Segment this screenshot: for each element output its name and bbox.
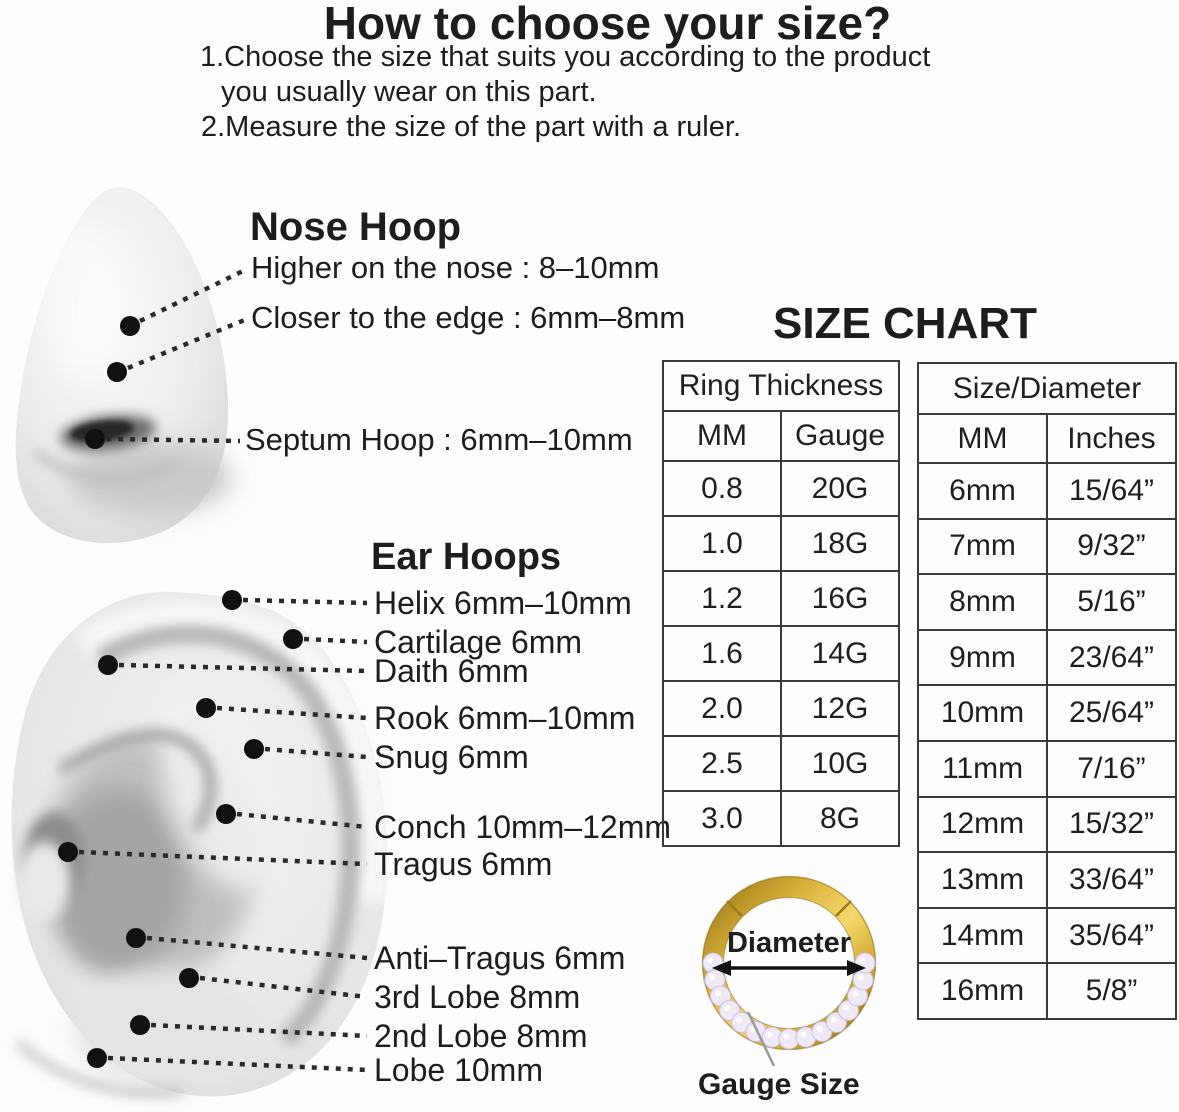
col-header-mm: MM (663, 411, 781, 461)
table-row (663, 681, 899, 736)
cell-mm: 9mm (918, 630, 1047, 686)
cell-mm: 2.5 (663, 736, 781, 791)
lobe3-dot (179, 968, 199, 988)
ear-label-conch: Conch 10mm–12mm (374, 809, 671, 845)
page-title: How to choose your size? (323, 0, 892, 49)
cell-inches: 35/64” (1047, 908, 1176, 964)
size-diameter-title: Size/Diameter (918, 363, 1176, 414)
instruction-line-2: you usually wear on this part. (221, 76, 597, 108)
cell-gauge: 10G (781, 736, 899, 791)
table-row (918, 630, 1176, 686)
nose-label-septum: Septum Hoop : 6mm–10mm (245, 422, 633, 457)
cell-mm: 0.8 (663, 461, 781, 516)
cell-gauge: 14G (781, 626, 899, 681)
ear-label-daith: Daith 6mm (374, 653, 529, 689)
cell-inches: 5/16” (1047, 574, 1176, 630)
cell-mm: 13mm (918, 852, 1047, 908)
anti-tragus-dot (126, 928, 146, 948)
table-row (918, 463, 1176, 519)
table-row (663, 516, 899, 571)
cell-mm: 11mm (918, 741, 1047, 797)
helix-dot (222, 590, 242, 610)
table-row (918, 963, 1176, 1019)
ear-label-helix: Helix 6mm–10mm (374, 585, 632, 621)
cell-inches: 33/64” (1047, 852, 1176, 908)
col-header-inches: Inches (1047, 414, 1176, 463)
table-row (663, 626, 899, 681)
cell-gauge: 8G (781, 791, 899, 846)
daith-dot (98, 655, 118, 675)
cell-mm: 8mm (918, 574, 1047, 630)
septum-dot (85, 429, 105, 449)
cell-mm: 1.2 (663, 571, 781, 626)
instruction-line-3: 2.Measure the size of the part with a ruler. (201, 111, 741, 143)
cartilage-dot (283, 629, 303, 649)
ear-label-anti-tragus: Anti–Tragus 6mm (374, 940, 626, 976)
lobe2-dot (130, 1015, 150, 1035)
nose-label-higher: Higher on the nose : 8–10mm (251, 250, 660, 285)
cell-mm: 7mm (918, 519, 1047, 575)
nose-high-dot (120, 316, 140, 336)
cell-inches: 23/64” (1047, 630, 1176, 686)
table-row (918, 741, 1176, 797)
cell-inches: 25/64” (1047, 685, 1176, 741)
cell-inches: 7/16” (1047, 741, 1176, 797)
cell-mm: 10mm (918, 685, 1047, 741)
table-row (918, 519, 1176, 575)
cell-mm: 12mm (918, 797, 1047, 853)
table-row (918, 908, 1176, 964)
cell-gauge: 12G (781, 681, 899, 736)
ear-label-3rd-lobe: 3rd Lobe 8mm (374, 979, 581, 1015)
table-row (663, 791, 899, 846)
cell-inches: 9/32” (1047, 519, 1176, 575)
ear-label-2nd-lobe: 2nd Lobe 8mm (374, 1018, 588, 1054)
ear-label-snug: Snug 6mm (374, 739, 529, 775)
table-row (918, 685, 1176, 741)
ring-figure (703, 877, 876, 1067)
table-row (918, 797, 1176, 853)
table-row (663, 461, 899, 516)
cell-mm: 2.0 (663, 681, 781, 736)
cell-inches: 15/64” (1047, 463, 1176, 519)
ear-label-lobe: Lobe 10mm (374, 1052, 543, 1088)
table-row (663, 736, 899, 791)
ear-label-rook: Rook 6mm–10mm (374, 700, 636, 736)
table-row (918, 574, 1176, 630)
cell-mm: 14mm (918, 908, 1047, 964)
cell-mm: 3.0 (663, 791, 781, 846)
nose-edge-dot (107, 362, 127, 382)
cell-gauge: 18G (781, 516, 899, 571)
col-header-gauge: Gauge (781, 411, 899, 461)
lobe-dot (87, 1048, 107, 1068)
size-diameter-table (917, 362, 1177, 1020)
col-header-mm: MM (918, 414, 1047, 463)
table-row (663, 571, 899, 626)
nose-hoop-heading: Nose Hoop (250, 205, 462, 249)
ring-thickness-table (662, 360, 900, 847)
diameter-arrow (712, 960, 866, 976)
cell-inches: 15/32” (1047, 797, 1176, 853)
diameter-label: Diameter (726, 927, 852, 959)
rook-dot (196, 698, 216, 718)
cell-gauge: 16G (781, 571, 899, 626)
cell-mm: 1.6 (663, 626, 781, 681)
instruction-line-1: 1.Choose the size that suits you according to the product (200, 41, 931, 73)
cell-mm: 1.0 (663, 516, 781, 571)
conch-dot (216, 804, 236, 824)
tragus-dot (58, 842, 78, 862)
nose-label-closer: Closer to the edge : 6mm–8mm (251, 300, 686, 335)
ear-hoops-heading: Ear Hoops (371, 536, 562, 578)
size-chart-heading: SIZE CHART (773, 299, 1037, 348)
cell-mm: 16mm (918, 963, 1047, 1019)
ring-thickness-title: Ring Thickness (663, 361, 899, 411)
gauge-size-label: Gauge Size (698, 1068, 860, 1101)
ear-label-tragus: Tragus 6mm (374, 846, 553, 882)
cell-mm: 6mm (918, 463, 1047, 519)
cell-gauge: 20G (781, 461, 899, 516)
cell-inches: 5/8” (1047, 963, 1176, 1019)
ear-label-cartilage: Cartilage 6mm (374, 624, 583, 660)
table-row (918, 852, 1176, 908)
snug-dot (244, 739, 264, 759)
